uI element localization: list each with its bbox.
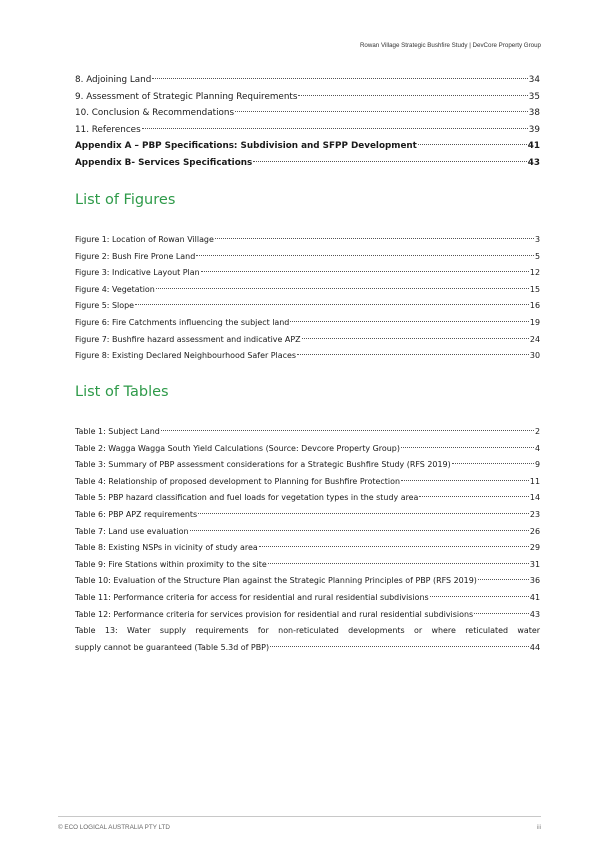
dot-leader — [297, 354, 529, 355]
table-entry-label: Table 6: PBP APZ requirements — [75, 509, 198, 519]
figure-entry-page: 15 — [529, 284, 540, 294]
toc-entry[interactable] — [75, 89, 540, 106]
dot-leader — [215, 238, 534, 239]
table-entry-page: 31 — [529, 559, 540, 569]
table-entry-page: 2 — [534, 427, 540, 436]
table-entry-page: 4 — [534, 443, 540, 453]
table-entry-label: Table 2: Wagga Wagga South Yield Calculations (Source: Devcore Property Group) — [75, 443, 400, 453]
dot-leader — [419, 496, 528, 497]
table-entry-label: Table 12: Performance criteria for services provision for residential and rural residential subdivisions — [75, 609, 474, 619]
list-of-tables — [75, 424, 540, 656]
dot-leader — [270, 646, 529, 647]
dot-leader — [156, 288, 529, 289]
figure-entry-label: Figure 3: Indicative Layout Plan — [75, 268, 200, 278]
toc-entry[interactable] — [75, 105, 540, 122]
dot-leader — [298, 95, 527, 96]
figure-entry[interactable] — [75, 265, 540, 282]
dot-leader — [290, 321, 529, 322]
table-entry[interactable] — [75, 590, 540, 607]
table-entry[interactable] — [75, 490, 540, 507]
table-entry-label: Table 8: Existing NSPs in vicinity of study area — [75, 543, 258, 553]
dot-leader — [196, 255, 534, 256]
figure-entry-page: 3 — [534, 235, 540, 244]
figure-entry-page: 30 — [529, 351, 540, 361]
figure-entry[interactable] — [75, 232, 540, 249]
figure-entry-page: 24 — [529, 334, 540, 344]
toc-entry-label: Appendix A – PBP Specifications: Subdivision and SFPP Development — [75, 141, 417, 151]
table-entry-page: 41 — [529, 592, 540, 602]
toc-entry[interactable] — [75, 72, 540, 89]
table-entry[interactable] — [75, 457, 540, 474]
dot-leader — [302, 338, 529, 339]
footer-divider — [58, 816, 541, 817]
figure-entry-page: 16 — [529, 301, 540, 311]
toc-entry[interactable] — [75, 138, 540, 155]
dot-leader — [135, 304, 529, 305]
table-entry-page: 43 — [529, 609, 540, 619]
figure-entry[interactable] — [75, 332, 540, 349]
toc-entry-label: 9. Assessment of Strategic Planning Requirements — [75, 91, 298, 102]
dot-leader — [430, 596, 529, 597]
table-entry-page: 29 — [529, 543, 540, 553]
toc-entry-page: 41 — [527, 141, 540, 151]
table-entry[interactable] — [75, 441, 540, 458]
table-entry-page: 44 — [529, 642, 540, 652]
figure-entry-label: Figure 6: Fire Catchments influencing the subject land — [75, 317, 290, 327]
dot-leader — [198, 513, 529, 514]
toc-entry[interactable] — [75, 122, 540, 139]
dot-leader — [478, 579, 529, 580]
table-entry[interactable] — [75, 607, 540, 624]
table-entry-label: Table 7: Land use evaluation — [75, 526, 189, 536]
toc-entry-label: 8. Adjoining Land — [75, 75, 152, 85]
table-entry[interactable] — [75, 623, 540, 656]
footer-copyright: © ECO LOGICAL AUSTRALIA PTY LTD — [58, 824, 170, 831]
table-entry[interactable] — [75, 540, 540, 557]
figure-entry[interactable] — [75, 249, 540, 266]
dot-leader — [161, 430, 534, 431]
figure-entry[interactable] — [75, 315, 540, 332]
figure-entry-label: Figure 2: Bush Fire Prone Land — [75, 251, 196, 261]
table-entry-page: 9 — [534, 460, 540, 470]
table-entry-label: Table 3: Summary of PBP assessment considerations for a Strategic Bushfire Study (RFS 2019) — [75, 460, 451, 470]
figure-entry-label: Figure 4: Vegetation — [75, 284, 155, 294]
tables-heading: List of Tables — [75, 384, 169, 400]
table-entry-page: 26 — [529, 526, 540, 536]
dot-leader — [452, 463, 534, 464]
figures-heading: List of Figures — [75, 192, 176, 208]
table-entry[interactable] — [75, 474, 540, 491]
table-entry[interactable] — [75, 507, 540, 524]
table-entry-label: Table 4: Relationship of proposed development to Planning for Bushfire Protection — [75, 476, 400, 486]
dot-leader — [190, 530, 529, 531]
dot-leader — [268, 563, 529, 564]
table-entry-label: Table 9: Fire Stations within proximity to the site — [75, 559, 267, 569]
toc-entry-page: 34 — [528, 75, 540, 85]
dot-leader — [253, 161, 527, 162]
toc-entry-page: 38 — [528, 108, 540, 118]
table-entry[interactable] — [75, 524, 540, 541]
figure-entry[interactable] — [75, 282, 540, 299]
table-entry[interactable] — [75, 424, 540, 441]
figure-entry-label: Figure 7: Bushfire hazard assessment and indicative APZ — [75, 334, 301, 344]
figure-entry[interactable] — [75, 298, 540, 315]
dot-leader — [259, 546, 529, 547]
toc-entry-page: 39 — [528, 124, 540, 135]
dot-leader — [474, 613, 529, 614]
figure-entry[interactable] — [75, 348, 540, 365]
dot-leader — [418, 144, 527, 145]
toc-entry-label: Appendix B- Services Specifications — [75, 157, 253, 168]
figure-entry-page: 12 — [529, 268, 540, 278]
dot-leader — [152, 78, 527, 79]
figure-entry-label: Figure 8: Existing Declared Neighbourhood Safer Places — [75, 351, 296, 361]
table-entry-page: 36 — [529, 576, 540, 586]
page-number: iii — [536, 824, 541, 831]
toc-entry-page: 43 — [527, 157, 540, 168]
dot-leader — [401, 480, 529, 481]
toc-entry[interactable] — [75, 155, 540, 172]
table-entry-label: Table 11: Performance criteria for access for residential and rural residential subdivisions — [75, 592, 429, 602]
figure-entry-label: Figure 5: Slope — [75, 301, 135, 311]
figure-entry-page: 5 — [534, 251, 540, 261]
table-entry-label: Table 1: Subject Land — [75, 427, 160, 436]
dot-leader — [401, 447, 534, 448]
table-entry-line2 — [75, 640, 540, 657]
table-entry-page: 14 — [529, 493, 540, 503]
dot-leader — [201, 271, 529, 272]
list-of-figures — [75, 232, 540, 365]
table-entry-label: Table 5: PBP hazard classification and fuel loads for vegetation types in the study area — [75, 493, 419, 503]
table-entry-page: 23 — [529, 509, 540, 519]
toc-entry-label: 10. Conclusion & Recommendations — [75, 108, 235, 118]
toc-entry-label: 11. References — [75, 124, 141, 135]
table-of-contents — [75, 72, 540, 171]
dot-leader — [235, 111, 528, 112]
dot-leader — [142, 128, 528, 129]
table-entry-page: 11 — [529, 476, 540, 486]
toc-entry-page: 35 — [528, 91, 540, 102]
table-entry[interactable] — [75, 557, 540, 574]
table-entry-label-line1: Table 13: Water supply requirements for non-reticulated developments or where reticulated water — [75, 626, 540, 636]
figure-entry-label: Figure 1: Location of Rowan Village — [75, 235, 214, 244]
table-entry-label: Table 10: Evaluation of the Structure Plan against the Strategic Planning Principles of PBP (RFS 2019) — [75, 576, 477, 586]
table-entry-label-line2: supply cannot be guaranteed (Table 5.3d of PBP) — [75, 642, 270, 652]
figure-entry-page: 19 — [529, 317, 540, 327]
running-header: Rowan Village Strategic Bushfire Study | DevCore Property Group — [359, 42, 541, 49]
table-entry[interactable] — [75, 573, 540, 590]
